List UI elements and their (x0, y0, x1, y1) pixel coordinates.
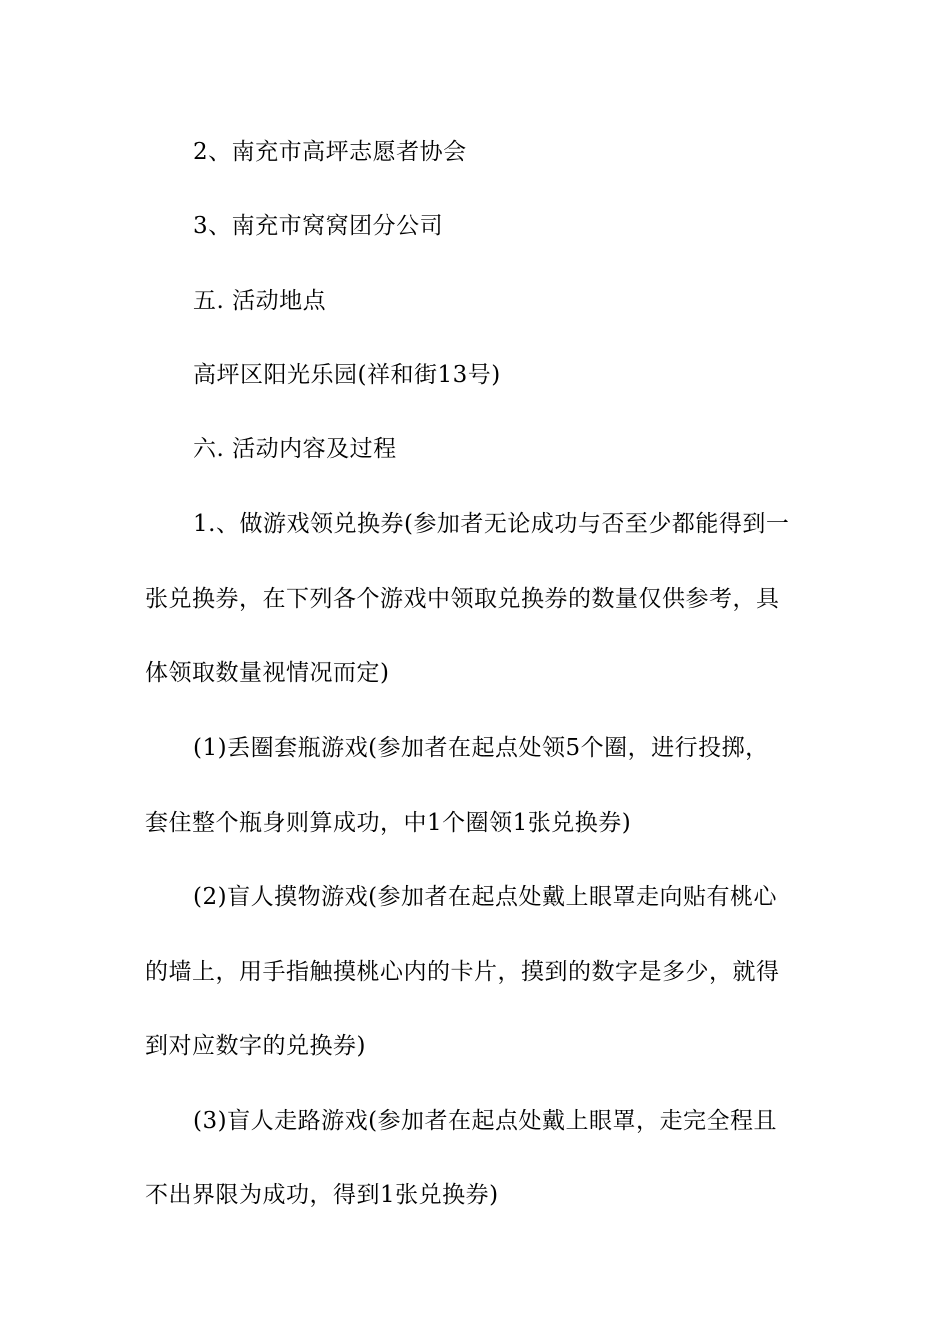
paragraph-line: (1)丢圈套瓶游戏(参加者在起点处领5个圈，进行投掷， (193, 735, 769, 761)
text-line-organizer-3: 3、南充市窝窝团分公司 (193, 213, 444, 239)
section-heading-content: 六. 活动内容及过程 (193, 436, 397, 462)
paragraph-line: 套住整个瓶身则算成功，中1个圈领1张兑换券) (145, 810, 632, 836)
paragraph-line: 张兑换券，在下列各个游戏中领取兑换券的数量仅供参考，具 (145, 586, 780, 612)
paragraph-line: (3)盲人走路游戏(参加者在起点处戴上眼罩，走完全程且 (193, 1108, 778, 1134)
paragraph-line: 体领取数量视情况而定) (145, 660, 390, 686)
paragraph-line: 1.、做游戏领兑换券(参加者无论成功与否至少都能得到一 (193, 511, 790, 537)
paragraph-line: 不出界限为成功，得到1张兑换券) (145, 1182, 499, 1208)
text-line-organizer-2: 2、南充市高坪志愿者协会 (193, 139, 467, 165)
section-heading-location: 五. 活动地点 (193, 288, 327, 314)
paragraph-line: (2)盲人摸物游戏(参加者在起点处戴上眼罩走向贴有桃心 (193, 884, 778, 910)
paragraph-line: 的墙上，用手指触摸桃心内的卡片，摸到的数字是多少，就得 (145, 959, 780, 985)
paragraph-line: 到对应数字的兑换券) (145, 1033, 366, 1059)
text-line-location: 高坪区阳光乐园(祥和街13号) (193, 362, 501, 388)
